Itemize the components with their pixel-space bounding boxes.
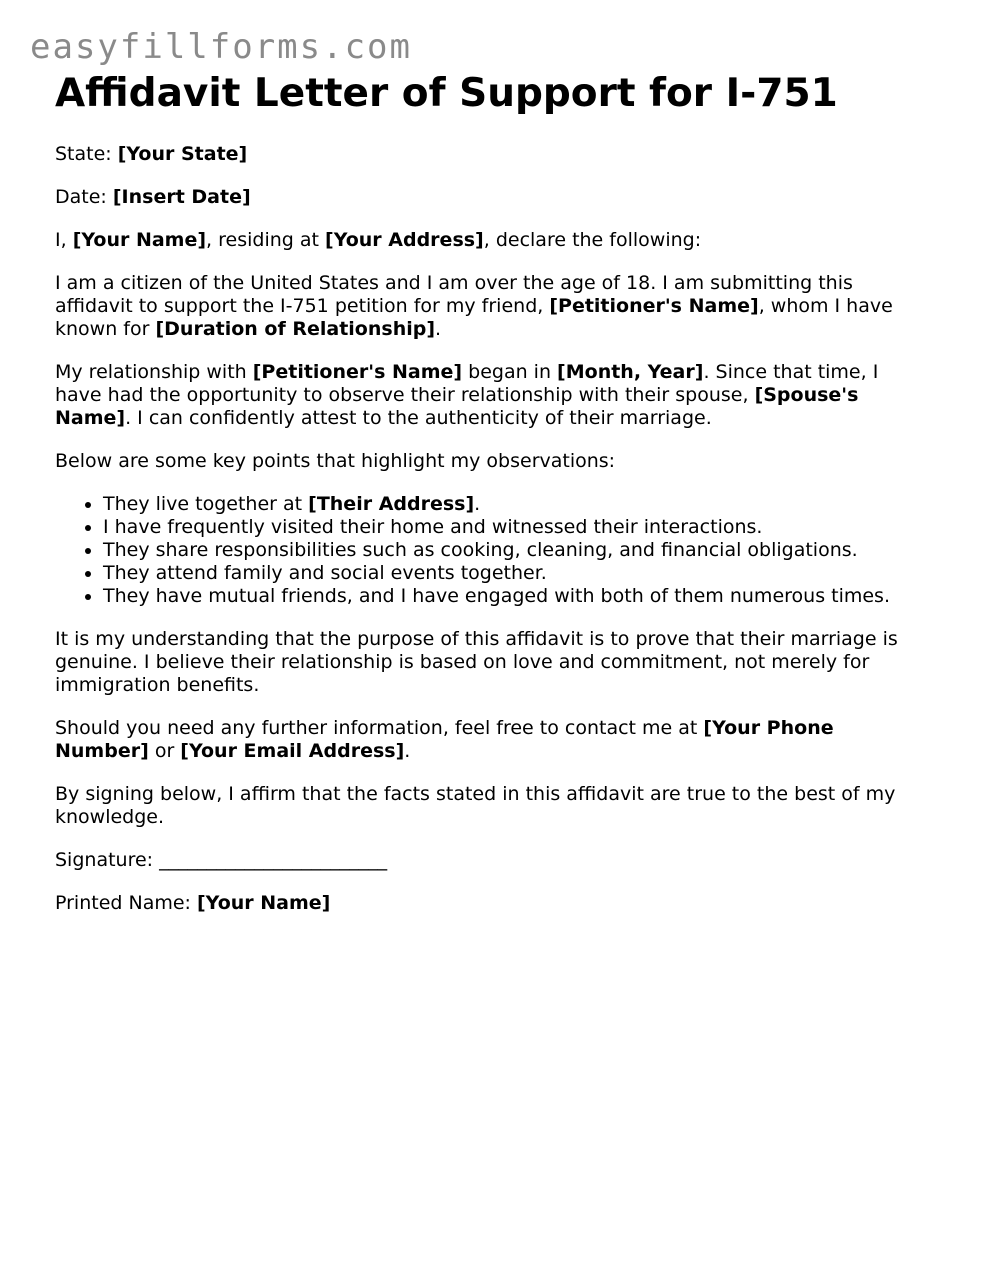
month-year-field: [Month, Year]: [557, 361, 704, 383]
paragraph-text: My relationship with: [55, 361, 253, 383]
paragraph-text: . Since that time, I have had the opportunity to observe their relationship with their spouse,: [55, 361, 879, 406]
duration-field: [Duration of Relationship]: [155, 318, 436, 340]
date-field: [Insert Date]: [112, 186, 251, 208]
list-item: • They share responsibilities such as cooking, cleaning, and financial obligations.: [103, 539, 925, 562]
date-line: [55, 186, 925, 209]
paragraph-text: .: [435, 318, 442, 340]
purpose-paragraph: It is my understanding that the purpose of this affidavit is to prove that their marriage is genuine. I believe their relationship is based on love and commitment, not merely for immigration benefits.: [55, 628, 898, 696]
email-field: [Your Email Address]: [180, 740, 405, 762]
date-label: Date:: [55, 186, 113, 208]
declaration-text: , residing at: [206, 229, 326, 251]
relationship-paragraph: [55, 361, 925, 430]
spouse-name-field: [Spouse's Name]: [55, 384, 859, 429]
their-address-field: [Their Address]: [308, 493, 475, 515]
signature-label: Signature:: [55, 849, 160, 871]
paragraph-text: , whom I have known for: [55, 295, 893, 340]
paragraph-text: .: [404, 740, 411, 762]
state-field: [Your State]: [117, 143, 248, 165]
contact-paragraph: [55, 717, 925, 763]
list-item-text: They live together at: [103, 493, 309, 515]
citizenship-paragraph: [55, 272, 925, 341]
phone-field: [Your Phone Number]: [55, 717, 834, 762]
page-title: Affidavit Letter of Support for I-751: [55, 71, 838, 116]
signature-blank: ________________________: [159, 849, 388, 871]
affirmation-paragraph: By signing below, I affirm that the facts stated in this affidavit are true to the best of my knowledge.: [55, 783, 896, 828]
document-body: [55, 143, 925, 935]
state-label: State:: [55, 143, 118, 165]
paragraph-text: . I can confidently attest to the authenticity of their marriage.: [125, 407, 712, 429]
paragraph-text: I am a citizen of the United States and I am over the age of 18. I am submitting this affidavit to support the I-751 petition for my friend,: [55, 272, 853, 317]
declaration-paragraph: [55, 229, 925, 252]
declaration-text: , declare the following:: [483, 229, 702, 251]
printed-name-label: Printed Name:: [55, 892, 197, 914]
list-item: [103, 493, 925, 516]
observation-list: [55, 493, 925, 608]
address-field: [Your Address]: [325, 229, 484, 251]
list-item: • They attend family and social events together.: [103, 562, 925, 585]
list-item: • I have frequently visited their home and witnessed their interactions.: [103, 516, 925, 539]
points-intro: Below are some key points that highlight my observations:: [55, 450, 616, 472]
printed-name-field: [Your Name]: [197, 892, 331, 914]
declaration-text: I,: [55, 229, 73, 251]
state-line: [55, 143, 925, 166]
printed-name-line: [55, 892, 925, 915]
watermark: easyfillforms.com: [30, 27, 412, 67]
paragraph-text: or: [148, 740, 181, 762]
signature-line: [55, 849, 925, 872]
petitioner-name-field: [Petitioner's Name]: [549, 295, 759, 317]
list-item-text: .: [474, 493, 481, 515]
paragraph-text: began in: [462, 361, 558, 383]
paragraph-text: Should you need any further information, feel free to contact me at: [55, 717, 704, 739]
name-field: [Your Name]: [72, 229, 207, 251]
petitioner-name-field: [Petitioner's Name]: [252, 361, 463, 383]
list-item: • They have mutual friends, and I have engaged with both of them numerous times.: [103, 585, 925, 608]
